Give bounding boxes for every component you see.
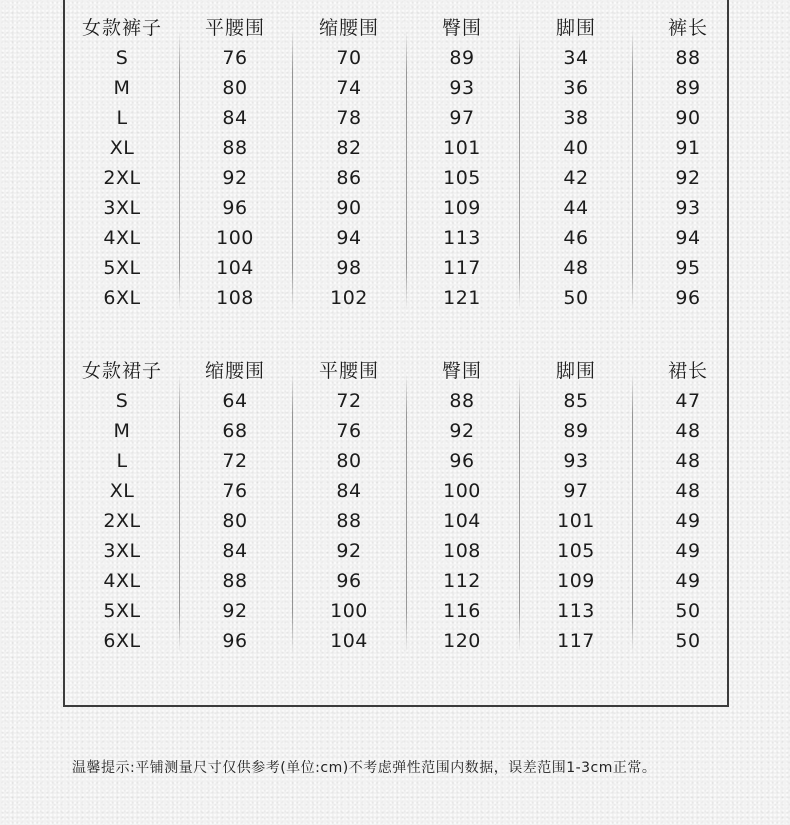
table-cell: 98	[336, 257, 362, 279]
header-cell: 裤长	[667, 17, 708, 39]
table-cell: 70	[336, 47, 362, 69]
table-row	[65, 536, 745, 566]
table-cell: 74	[336, 77, 362, 99]
table-cell: 88	[336, 510, 362, 532]
table-cell: 91	[675, 137, 701, 159]
table-cell: 5XL	[103, 257, 141, 279]
table-cell: 116	[443, 600, 481, 622]
table-cell: 78	[336, 107, 362, 129]
table-cell: XL	[109, 137, 135, 159]
table-cell: L	[116, 450, 128, 472]
table-cell: S	[115, 390, 129, 412]
table-cell: 88	[222, 137, 248, 159]
table-cell: 101	[557, 510, 595, 532]
table-cell: 64	[222, 390, 248, 412]
table-cell: 49	[675, 510, 701, 532]
table-cell: 104	[216, 257, 254, 279]
table-row	[65, 73, 745, 103]
table-cell: 50	[675, 630, 701, 652]
table-cell: 100	[330, 600, 368, 622]
table-cell: 49	[675, 540, 701, 562]
table-cell: 89	[675, 77, 701, 99]
table-cell: 34	[563, 47, 589, 69]
skirt-size-table	[65, 356, 745, 656]
header-cell: 女款裙子	[81, 360, 162, 382]
table-cell: 88	[222, 570, 248, 592]
table-row	[65, 163, 745, 193]
table-cell: 96	[336, 570, 362, 592]
table-cell: 102	[330, 287, 368, 309]
table-cell: 112	[443, 570, 481, 592]
header-cell: 缩腰围	[318, 17, 379, 39]
table-cell: 104	[330, 630, 368, 652]
table-cell: 93	[675, 197, 701, 219]
table-cell: 100	[216, 227, 254, 249]
table-cell: 84	[222, 540, 248, 562]
table-row	[65, 506, 745, 536]
table-cell: 92	[675, 167, 701, 189]
table-cell: S	[115, 47, 129, 69]
table-cell: 40	[563, 137, 589, 159]
table-cell: 2XL	[103, 167, 141, 189]
header-cell: 脚围	[555, 17, 596, 39]
table-cell: 48	[563, 257, 589, 279]
header-cell: 平腰围	[318, 360, 379, 382]
table-row	[65, 446, 745, 476]
table-cell: 117	[557, 630, 595, 652]
table-cell: 84	[222, 107, 248, 129]
table-cell: 105	[443, 167, 481, 189]
table-cell: 80	[336, 450, 362, 472]
table-cell: 109	[443, 197, 481, 219]
table-cell: 68	[222, 420, 248, 442]
table-cell: 86	[336, 167, 362, 189]
table-cell: 82	[336, 137, 362, 159]
table-cell: 93	[563, 450, 589, 472]
table-cell: 84	[336, 480, 362, 502]
table-cell: 97	[449, 107, 475, 129]
table-cell: 113	[443, 227, 481, 249]
header-cell: 臀围	[441, 17, 482, 39]
table-cell: 104	[443, 510, 481, 532]
table-cell: 48	[675, 450, 701, 472]
table-cell: 6XL	[103, 630, 141, 652]
table-row	[65, 566, 745, 596]
table-cell: 88	[449, 390, 475, 412]
table-cell: 80	[222, 77, 248, 99]
table-cell: 50	[675, 600, 701, 622]
table-cell: 95	[675, 257, 701, 279]
table-cell: 88	[675, 47, 701, 69]
table-row	[65, 133, 745, 163]
table-cell: 94	[336, 227, 362, 249]
table-cell: 80	[222, 510, 248, 532]
table-row	[65, 596, 745, 626]
table-cell: 96	[222, 630, 248, 652]
table-cell: 89	[449, 47, 475, 69]
table-cell: 46	[563, 227, 589, 249]
header-cell: 缩腰围	[204, 360, 265, 382]
table-cell: 3XL	[103, 197, 141, 219]
table-cell: 97	[563, 480, 589, 502]
table-header-row	[65, 356, 745, 386]
table-cell: 96	[222, 197, 248, 219]
table-row	[65, 626, 745, 656]
table-cell: 92	[336, 540, 362, 562]
header-cell: 裙长	[667, 360, 708, 382]
measurement-note: 温馨提示:平铺测量尺寸仅供参考(单位:cm)不考虑弹性范围内数据，误差范围1-3cm正常。	[72, 760, 657, 776]
table-cell: 90	[336, 197, 362, 219]
table-cell: 76	[222, 480, 248, 502]
table-cell: 42	[563, 167, 589, 189]
table-cell: M	[113, 420, 131, 442]
table-cell: 96	[449, 450, 475, 472]
table-cell: 100	[443, 480, 481, 502]
table-cell: 2XL	[103, 510, 141, 532]
table-cell: 76	[336, 420, 362, 442]
table-cell: 4XL	[103, 570, 141, 592]
table-row	[65, 193, 745, 223]
table-cell: M	[113, 77, 131, 99]
table-cell: 47	[675, 390, 701, 412]
header-cell: 臀围	[441, 360, 482, 382]
table-row	[65, 476, 745, 506]
table-cell: 96	[675, 287, 701, 309]
table-cell: 121	[443, 287, 481, 309]
table-row	[65, 103, 745, 133]
header-cell: 女款裤子	[81, 17, 162, 39]
table-cell: XL	[109, 480, 135, 502]
table-cell: 44	[563, 197, 589, 219]
table-cell: 72	[222, 450, 248, 472]
table-cell: 76	[222, 47, 248, 69]
table-cell: 50	[563, 287, 589, 309]
table-cell: L	[116, 107, 128, 129]
table-cell: 108	[216, 287, 254, 309]
table-cell: 48	[675, 480, 701, 502]
table-cell: 4XL	[103, 227, 141, 249]
table-cell: 48	[675, 420, 701, 442]
table-cell: 90	[675, 107, 701, 129]
pants-size-table	[65, 13, 745, 313]
table-cell: 117	[443, 257, 481, 279]
table-cell: 120	[443, 630, 481, 652]
table-header-row	[65, 13, 745, 43]
table-cell: 6XL	[103, 287, 141, 309]
header-cell: 脚围	[555, 360, 596, 382]
table-cell: 109	[557, 570, 595, 592]
table-cell: 5XL	[103, 600, 141, 622]
table-cell: 85	[563, 390, 589, 412]
table-cell: 94	[675, 227, 701, 249]
table-cell: 3XL	[103, 540, 141, 562]
table-row	[65, 386, 745, 416]
table-cell: 89	[563, 420, 589, 442]
table-cell: 49	[675, 570, 701, 592]
table-cell: 92	[222, 600, 248, 622]
table-row	[65, 223, 745, 253]
table-cell: 105	[557, 540, 595, 562]
table-cell: 93	[449, 77, 475, 99]
table-cell: 36	[563, 77, 589, 99]
header-cell: 平腰围	[204, 17, 265, 39]
table-cell: 38	[563, 107, 589, 129]
table-cell: 72	[336, 390, 362, 412]
table-row	[65, 253, 745, 283]
table-row	[65, 283, 745, 313]
table-cell: 108	[443, 540, 481, 562]
table-row	[65, 43, 745, 73]
table-cell: 92	[449, 420, 475, 442]
table-cell: 101	[443, 137, 481, 159]
table-row	[65, 416, 745, 446]
table-cell: 113	[557, 600, 595, 622]
table-cell: 92	[222, 167, 248, 189]
